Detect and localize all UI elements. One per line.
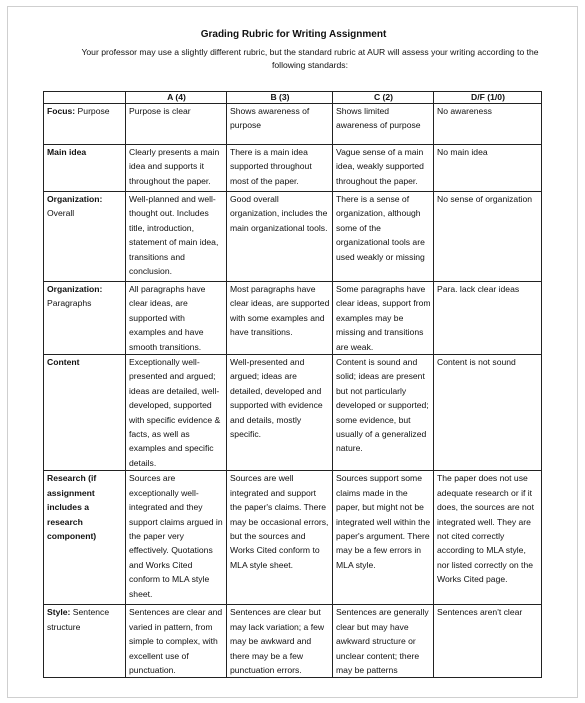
grade-b-cell: Most paragraphs have clear ideas, are supported with some examples and have transitions.	[227, 282, 333, 355]
grade-a-cell: Clearly presents a main idea and supports it throughout the paper.	[126, 145, 227, 192]
grade-c-cell: Vague sense of a main idea, weakly supported throughout the paper.	[333, 145, 434, 192]
criterion-subname: Paragraphs	[47, 298, 92, 309]
grade-df-cell: No main idea	[434, 145, 542, 192]
criterion-cell	[44, 355, 126, 471]
criterion-cell	[44, 282, 126, 355]
header-grade-a: A (4)	[126, 92, 227, 104]
criterion-cell	[44, 192, 126, 282]
grade-a-cell: Exceptionally well-presented and argued; ideas are detailed, well-developed, supported with specific evidence & facts, as well as examples and specific details.	[126, 355, 227, 471]
criterion-subname: Overall	[47, 208, 75, 219]
table-row	[44, 104, 542, 145]
header-grade-df: D/F (1/0)	[434, 92, 542, 104]
grade-a-cell: All paragraphs have clear ideas, are supported with examples and have smooth transitions.	[126, 282, 227, 355]
criterion-subname: Purpose	[75, 106, 110, 116]
grade-b-cell: Well-presented and argued; ideas are detailed, developed and supported with evidence and details, mostly specific.	[227, 355, 333, 471]
table-row	[44, 471, 542, 605]
intro-line-1: Your professor may use a slightly different rubric, but the standard rubric at AUR will assess your writing according to the	[81, 47, 539, 57]
grade-df-cell: Content is not sound	[434, 355, 542, 471]
criterion-name: Organization:	[47, 194, 103, 204]
criterion-name: Main idea	[47, 147, 87, 157]
criterion-name: Style:	[47, 607, 71, 618]
criterion-cell	[44, 605, 126, 678]
table-row	[44, 605, 542, 678]
grade-c-cell: There is a sense of organization, although some of the organizational tools are used weakly or missing	[333, 192, 434, 282]
grade-a-cell: Sources are exceptionally well-integrated and they support claims argued in the paper very effectively. Quotations and Works Cited conform to MLA style sheet.	[126, 471, 227, 605]
grade-b-cell: Good overall organization, includes the main organizational tools.	[227, 192, 333, 282]
header-grade-c: C (2)	[333, 92, 434, 104]
document-page	[7, 6, 578, 698]
grade-df-cell: Para. lack clear ideas	[434, 282, 542, 355]
table-row	[44, 192, 542, 282]
grade-c-cell: Content is sound and solid; ideas are present but not particularly developed or supported; some evidence, but usually of a generalized nature.	[333, 355, 434, 471]
criterion-name: Organization:	[47, 284, 103, 294]
criterion-cell	[44, 104, 126, 145]
table-row	[44, 145, 542, 192]
criterion-name: Research (if assignment includes a research component)	[47, 473, 97, 541]
criterion-name: Focus:	[47, 106, 76, 116]
grade-a-cell: Purpose is clear	[126, 104, 227, 145]
criterion-cell	[44, 471, 126, 605]
document-title: Grading Rubric for Writing Assignment	[200, 29, 387, 40]
intro-line-2: following standards:	[272, 60, 348, 70]
grade-b-cell: There is a main idea supported throughout most of the paper.	[227, 145, 333, 192]
grade-df-cell: No sense of organization	[434, 192, 542, 282]
grade-b-cell: Sources are well integrated and support the paper's claims. There may be occasional errors, but the sources and Works Cited conform to MLA style sheet.	[227, 471, 333, 605]
table-row	[44, 282, 542, 355]
criterion-cell	[44, 145, 126, 192]
intro-paragraph	[76, 46, 544, 72]
grade-a-cell: Sentences are clear and varied in pattern, from simple to complex, with excellent use of punctuation.	[126, 605, 227, 678]
grade-b-cell: Sentences are clear but may lack variation; a few may be awkward and there may be a few punctuation errors.	[227, 605, 333, 678]
header-row	[44, 92, 542, 104]
rubric-table	[43, 91, 542, 678]
header-grade-b: B (3)	[227, 92, 333, 104]
grade-df-cell: No awareness	[434, 104, 542, 145]
grade-b-cell: Shows awareness of purpose	[227, 104, 333, 145]
grade-c-cell: Sentences are generally clear but may have awkward structure or unclear content; there may be patterns	[333, 605, 434, 678]
table-row	[44, 355, 542, 471]
grade-a-cell: Well-planned and well-thought out. Includes title, introduction, statement of main idea, transitions and conclusion.	[126, 192, 227, 282]
criterion-subname: Sentence structure	[47, 607, 110, 632]
grade-df-cell: The paper does not use adequate research or if it does, the sources are not integrated well. They are not cited correctly according to MLA style, nor listed correctly on the Works Cited page.	[434, 471, 542, 605]
grade-c-cell: Some paragraphs have clear ideas, support from examples may be missing and transitions are weak.	[333, 282, 434, 355]
grade-df-cell: Sentences aren't clear	[434, 605, 542, 678]
criterion-name: Content	[47, 357, 80, 368]
grade-c-cell: Sources support some claims made in the paper, but might not be integrated well within the paper's argument. There may be a few errors in MLA style.	[333, 471, 434, 605]
header-criterion	[44, 92, 126, 104]
grade-c-cell: Shows limited awareness of purpose	[333, 104, 434, 145]
